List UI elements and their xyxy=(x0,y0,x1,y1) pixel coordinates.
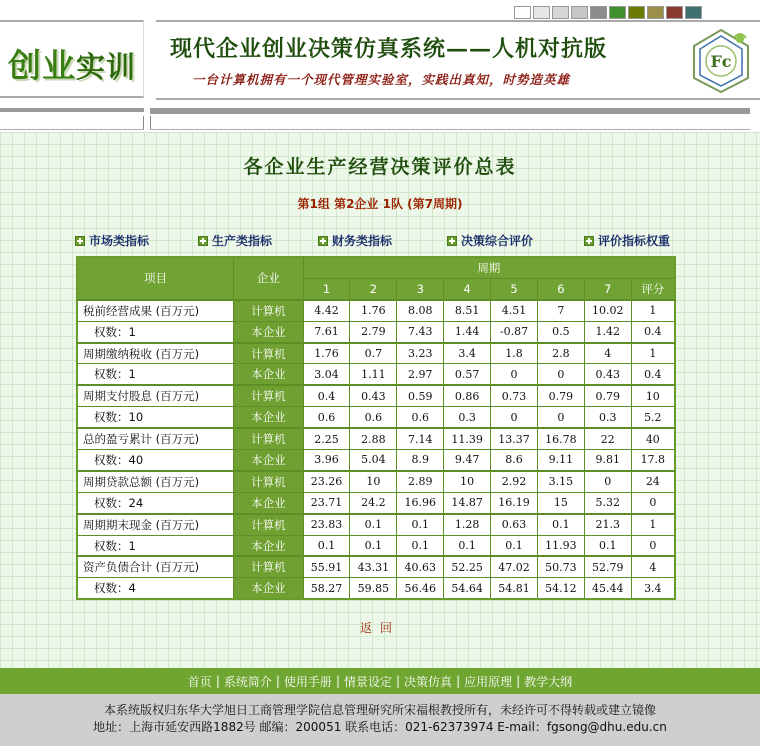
main-content xyxy=(0,132,760,668)
value-cell: 0.6 xyxy=(303,407,350,428)
item-weight: 权数：1 xyxy=(77,535,234,556)
tab-indicator-weights[interactable] xyxy=(584,232,670,249)
value-cell: 10 xyxy=(350,471,397,492)
value-cell: 0.3 xyxy=(444,407,491,428)
nav-link[interactable]: 教学大纲 xyxy=(524,674,573,689)
plus-icon xyxy=(584,236,594,246)
copyright-footer xyxy=(0,694,760,746)
tab-label: 市场类指标 xyxy=(89,234,150,248)
color-swatch[interactable] xyxy=(571,6,588,19)
value-cell: 54.64 xyxy=(444,578,491,599)
color-swatch[interactable] xyxy=(647,6,664,19)
value-cell: 21.3 xyxy=(584,514,631,535)
color-swatch[interactable] xyxy=(552,6,569,19)
value-cell: 43.31 xyxy=(350,556,397,577)
computer-label: 计算机 xyxy=(234,556,303,577)
color-swatch[interactable] xyxy=(666,6,683,19)
own-enterprise-label: 本企业 xyxy=(234,450,303,471)
value-cell: 9.47 xyxy=(444,450,491,471)
value-cell: 13.37 xyxy=(491,428,538,449)
item-weight: 权数：10 xyxy=(77,407,234,428)
item-weight: 权数：24 xyxy=(77,492,234,513)
value-cell: 0.1 xyxy=(444,535,491,556)
value-cell: 3.4 xyxy=(444,343,491,364)
period-header-cell: 5 xyxy=(491,278,538,299)
value-cell: 16.19 xyxy=(491,492,538,513)
table-row xyxy=(77,514,675,535)
evaluation-table xyxy=(76,256,676,600)
plus-icon xyxy=(447,236,457,246)
value-cell: 23.83 xyxy=(303,514,350,535)
value-cell: 0 xyxy=(537,407,584,428)
color-swatch[interactable] xyxy=(628,6,645,19)
nav-separator: | xyxy=(516,674,521,688)
score-cell: 4 xyxy=(631,556,675,577)
system-title: 现代企业创业决策仿真系统——人机对抗版 xyxy=(170,36,608,62)
color-swatch[interactable] xyxy=(609,6,626,19)
item-name: 资产负债合计 (百万元) xyxy=(77,556,234,577)
nav-link[interactable]: 情景设定 xyxy=(343,674,392,689)
color-swatch[interactable] xyxy=(533,6,550,19)
value-cell: 4 xyxy=(584,343,631,364)
score-cell: 17.8 xyxy=(631,450,675,471)
nav-separator: | xyxy=(335,674,340,688)
value-cell: 0.73 xyxy=(491,385,538,406)
value-cell: 0 xyxy=(537,364,584,385)
value-cell: 0.1 xyxy=(491,535,538,556)
value-cell: 0.1 xyxy=(303,535,350,556)
score-cell: 0.4 xyxy=(631,321,675,342)
fc-emblem-icon xyxy=(688,26,754,96)
title-banner xyxy=(156,20,760,100)
value-cell: 0.4 xyxy=(303,385,350,406)
table-body xyxy=(77,300,675,599)
header xyxy=(0,0,760,132)
value-cell: 4.42 xyxy=(303,300,350,321)
emblem-text: Fc xyxy=(710,52,732,71)
score-cell: 0 xyxy=(631,535,675,556)
score-cell: 3.4 xyxy=(631,578,675,599)
value-cell: 23.26 xyxy=(303,471,350,492)
nav-link[interactable]: 决策仿真 xyxy=(404,674,453,689)
tab-label: 生产类指标 xyxy=(212,234,273,248)
table-row xyxy=(77,471,675,492)
value-cell: 1.42 xyxy=(584,321,631,342)
item-name: 税前经营成果 (百万元) xyxy=(77,300,234,321)
table-row xyxy=(77,364,675,385)
copyright-line: 本系统版权归东华大学旭日工商管理学院信息管理研究所宋福根教授所有，未经许可不得转载或建立镜像 xyxy=(103,703,656,717)
logo-text xyxy=(8,40,136,87)
value-cell: 0 xyxy=(491,364,538,385)
item-weight: 权数：40 xyxy=(77,450,234,471)
value-cell: 7.14 xyxy=(397,428,444,449)
value-cell: 10 xyxy=(444,471,491,492)
logo xyxy=(0,20,144,98)
value-cell: 56.46 xyxy=(397,578,444,599)
header-divider-right xyxy=(150,108,750,114)
back-link[interactable]: 返回 xyxy=(359,621,400,635)
item-name: 周期贷款总额 (百万元) xyxy=(77,471,234,492)
score-cell: 10 xyxy=(631,385,675,406)
value-cell: 24.2 xyxy=(350,492,397,513)
tab-overall-evaluation[interactable] xyxy=(447,232,533,249)
computer-label: 计算机 xyxy=(234,385,303,406)
item-name: 周期缴纳税收 (百万元) xyxy=(77,343,234,364)
nav-separator: | xyxy=(275,674,280,688)
score-cell: 0.4 xyxy=(631,364,675,385)
value-cell: 52.79 xyxy=(584,556,631,577)
value-cell: 0.1 xyxy=(350,535,397,556)
value-cell: 2.88 xyxy=(350,428,397,449)
contact-line: 地址：上海市延安西路1882号 邮编：200051 联系电话：021-62373974 E-mail：fgsong@dhu.edu.cn xyxy=(93,720,667,734)
value-cell: 1.44 xyxy=(444,321,491,342)
value-cell: 16.78 xyxy=(537,428,584,449)
value-cell: 40.63 xyxy=(397,556,444,577)
period-header-cell: 6 xyxy=(537,278,584,299)
value-cell: 0.6 xyxy=(350,407,397,428)
score-cell: 5.2 xyxy=(631,407,675,428)
value-cell: 58.27 xyxy=(303,578,350,599)
table-row xyxy=(77,407,675,428)
nav-link[interactable]: 应用原理 xyxy=(464,674,513,689)
value-cell: 0.1 xyxy=(350,514,397,535)
tab-finance-indicators[interactable] xyxy=(318,232,392,249)
value-cell: 3.15 xyxy=(537,471,584,492)
value-cell: 55.91 xyxy=(303,556,350,577)
value-cell: 3.23 xyxy=(397,343,444,364)
score-cell: 1 xyxy=(631,514,675,535)
value-cell: 8.08 xyxy=(397,300,444,321)
score-header: 评分 xyxy=(631,278,675,299)
score-cell: 1 xyxy=(631,343,675,364)
value-cell: 45.44 xyxy=(584,578,631,599)
item-name: 周期支付股息 (百万元) xyxy=(77,385,234,406)
value-cell: 5.32 xyxy=(584,492,631,513)
value-cell: 2.25 xyxy=(303,428,350,449)
own-enterprise-label: 本企业 xyxy=(234,321,303,342)
system-slogan: 一台计算机拥有一个现代管理实验室，实践出真知，时势造英雄 xyxy=(192,72,571,87)
color-strip xyxy=(514,6,702,19)
nav-separator: | xyxy=(215,674,220,688)
value-cell: 0.1 xyxy=(537,514,584,535)
plus-icon xyxy=(198,236,208,246)
item-weight: 权数：1 xyxy=(77,364,234,385)
report-title: 各企业生产经营决策评价总表 xyxy=(243,156,517,178)
nav-link[interactable]: 使用手册 xyxy=(283,674,332,689)
computer-label: 计算机 xyxy=(234,428,303,449)
value-cell: 0.1 xyxy=(397,514,444,535)
value-cell: 11.39 xyxy=(444,428,491,449)
value-cell: 0.79 xyxy=(584,385,631,406)
value-cell: 5.04 xyxy=(350,450,397,471)
table-row xyxy=(77,556,675,577)
value-cell: 0.59 xyxy=(397,385,444,406)
nav-link[interactable]: 系统简介 xyxy=(223,674,272,689)
value-cell: -0.87 xyxy=(491,321,538,342)
score-cell: 1 xyxy=(631,300,675,321)
value-cell: 2.89 xyxy=(397,471,444,492)
computer-label: 计算机 xyxy=(234,300,303,321)
value-cell: 47.02 xyxy=(491,556,538,577)
logo-text-part2: 实训 xyxy=(76,50,137,84)
table-row xyxy=(77,300,675,321)
value-cell: 8.6 xyxy=(491,450,538,471)
value-cell: 7.61 xyxy=(303,321,350,342)
table-row xyxy=(77,535,675,556)
header-underline-right xyxy=(150,116,750,130)
table-row xyxy=(77,321,675,342)
period-header-cell: 2 xyxy=(350,278,397,299)
value-cell: 10.02 xyxy=(584,300,631,321)
value-cell: 11.93 xyxy=(537,535,584,556)
nav-separator: | xyxy=(456,674,461,688)
value-cell: 8.9 xyxy=(397,450,444,471)
value-cell: 1.28 xyxy=(444,514,491,535)
value-cell: 0.1 xyxy=(584,535,631,556)
value-cell: 0.3 xyxy=(584,407,631,428)
value-cell: 1.76 xyxy=(303,343,350,364)
period-header-cell: 4 xyxy=(444,278,491,299)
period-header-cell: 3 xyxy=(397,278,444,299)
tab-label: 决策综合评价 xyxy=(461,234,534,248)
value-cell: 23.71 xyxy=(303,492,350,513)
tab-production-indicators[interactable] xyxy=(198,232,272,249)
value-cell: 15 xyxy=(537,492,584,513)
computer-label: 计算机 xyxy=(234,471,303,492)
color-swatch[interactable] xyxy=(685,6,702,19)
value-cell: 7 xyxy=(537,300,584,321)
tab-label: 评价指标权重 xyxy=(598,234,671,248)
item-weight: 权数：1 xyxy=(77,321,234,342)
computer-label: 计算机 xyxy=(234,343,303,364)
header-period: 周期 xyxy=(303,257,675,278)
color-swatch[interactable] xyxy=(514,6,531,19)
value-cell: 16.96 xyxy=(397,492,444,513)
score-cell: 24 xyxy=(631,471,675,492)
value-cell: 0.86 xyxy=(444,385,491,406)
score-cell: 40 xyxy=(631,428,675,449)
value-cell: 3.96 xyxy=(303,450,350,471)
table-row xyxy=(77,428,675,449)
value-cell: 54.12 xyxy=(537,578,584,599)
score-cell: 0 xyxy=(631,492,675,513)
table-row xyxy=(77,343,675,364)
header-divider-left xyxy=(0,108,144,112)
value-cell: 4.51 xyxy=(491,300,538,321)
item-weight: 权数：4 xyxy=(77,578,234,599)
value-cell: 9.11 xyxy=(537,450,584,471)
value-cell: 0.79 xyxy=(537,385,584,406)
value-cell: 2.79 xyxy=(350,321,397,342)
period-header-cell: 7 xyxy=(584,278,631,299)
value-cell: 2.92 xyxy=(491,471,538,492)
tab-label: 财务类指标 xyxy=(332,234,393,248)
value-cell: 1.76 xyxy=(350,300,397,321)
value-cell: 3.04 xyxy=(303,364,350,385)
nav-link[interactable]: 首页 xyxy=(187,674,212,689)
value-cell: 0.63 xyxy=(491,514,538,535)
item-name: 总的盈亏累计 (百万元) xyxy=(77,428,234,449)
value-cell: 1.8 xyxy=(491,343,538,364)
period-header-cell: 1 xyxy=(303,278,350,299)
value-cell: 0 xyxy=(491,407,538,428)
own-enterprise-label: 本企业 xyxy=(234,407,303,428)
value-cell: 2.97 xyxy=(397,364,444,385)
value-cell: 50.73 xyxy=(537,556,584,577)
value-cell: 0.43 xyxy=(584,364,631,385)
value-cell: 7.43 xyxy=(397,321,444,342)
table-row xyxy=(77,450,675,471)
value-cell: 14.87 xyxy=(444,492,491,513)
header-underline-left xyxy=(0,116,144,130)
nav-separator: | xyxy=(396,674,401,688)
value-cell: 9.81 xyxy=(584,450,631,471)
color-swatch[interactable] xyxy=(590,6,607,19)
table-row xyxy=(77,578,675,599)
tab-market-indicators[interactable] xyxy=(75,232,149,249)
item-name: 周期期末现金 (百万元) xyxy=(77,514,234,535)
logo-text-part1: 创业 xyxy=(8,46,76,85)
report-subtitle: 第1组 第2企业 1队 (第7周期) xyxy=(297,197,463,211)
own-enterprise-label: 本企业 xyxy=(234,535,303,556)
value-cell: 22 xyxy=(584,428,631,449)
own-enterprise-label: 本企业 xyxy=(234,364,303,385)
value-cell: 0.7 xyxy=(350,343,397,364)
value-cell: 2.8 xyxy=(537,343,584,364)
value-cell: 0.57 xyxy=(444,364,491,385)
plus-icon xyxy=(75,236,85,246)
own-enterprise-label: 本企业 xyxy=(234,578,303,599)
footer-nav xyxy=(0,668,760,694)
value-cell: 8.51 xyxy=(444,300,491,321)
value-cell: 54.81 xyxy=(491,578,538,599)
table-row xyxy=(77,385,675,406)
value-cell: 52.25 xyxy=(444,556,491,577)
header-item: 项目 xyxy=(77,257,234,300)
value-cell: 0.43 xyxy=(350,385,397,406)
own-enterprise-label: 本企业 xyxy=(234,492,303,513)
value-cell: 59.85 xyxy=(350,578,397,599)
plus-icon xyxy=(318,236,328,246)
header-enterprise: 企业 xyxy=(234,257,303,300)
value-cell: 0.1 xyxy=(397,535,444,556)
value-cell: 0 xyxy=(584,471,631,492)
value-cell: 1.11 xyxy=(350,364,397,385)
value-cell: 0.6 xyxy=(397,407,444,428)
computer-label: 计算机 xyxy=(234,514,303,535)
table-row xyxy=(77,492,675,513)
value-cell: 0.5 xyxy=(537,321,584,342)
indicator-tabs xyxy=(0,232,760,248)
